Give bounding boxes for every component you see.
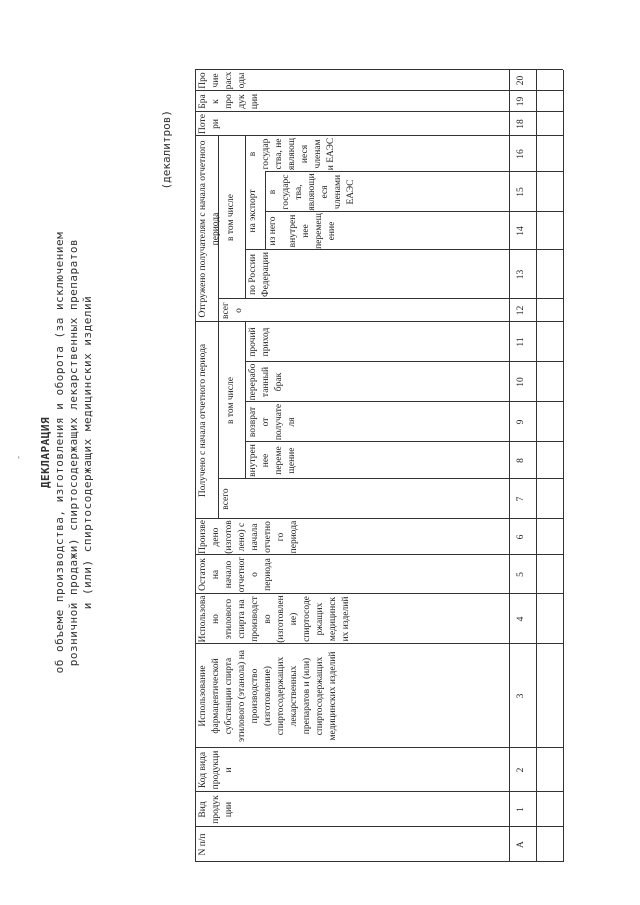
header-reprocessed: переработанный брак: [248, 363, 284, 401]
header-of-which: из него: [268, 216, 278, 246]
header-shipped: Отгружено получателям с начала отчетного периода: [198, 140, 221, 318]
scan-speck: ': [18, 455, 20, 465]
col-number: 10: [516, 377, 526, 387]
col-number: 15: [516, 187, 526, 197]
header-losses: Потери: [198, 114, 221, 134]
col-number: 16: [516, 149, 526, 159]
header-non-eaeu: в государства, не являющиеся членами ЕАЭС: [248, 137, 336, 171]
col-number: 3: [516, 693, 526, 699]
col-number: 8: [516, 458, 526, 463]
header-number: N п/п: [198, 833, 208, 856]
header-internal-move: внутреннее перемещение: [248, 444, 297, 477]
header-shipped-in-that: в том числе: [226, 194, 236, 241]
col-number: 14: [516, 226, 526, 236]
numbers-row-top: [509, 70, 510, 862]
col-number: 11: [516, 337, 526, 347]
header-received: Получено с начала отчетного периода: [198, 343, 208, 498]
header-ethyl-spirit: Использовано этилового спирта на производство (изготовление) спиртосодержащих медицинских изделий: [198, 595, 351, 643]
header-shipped-total: всего: [221, 302, 244, 319]
header-other-expense: Прочие расходы: [198, 71, 247, 90]
header-pharma-substance: Использование фармацевтической субстанции спирта этилового (этанола) на производство (изготовление) спиртосодержащих лекарственных препаратов и (или) спиртосодержащих медицинских изделий: [198, 650, 338, 742]
header-received-total: всего: [221, 488, 231, 510]
header-produced: Произведено (изготовлено) с начала отчетного периода: [198, 520, 299, 554]
title-line-2: об объеме производства, изготовления и оборота (за исключением: [53, 231, 66, 674]
col-number: 5: [516, 572, 526, 577]
header-other-income: прочий приход: [248, 327, 271, 357]
col-number: 2: [516, 767, 526, 773]
title-line-3: розничной продажи) спиртосодержащих лекарственных препаратов: [67, 238, 80, 667]
declaration-title: ДЕКЛАРАЦИЯ: [39, 416, 52, 489]
header-eaeu: в государства, являющиеся членами ЕАЭС: [268, 173, 356, 211]
col-number: 18: [516, 119, 526, 129]
units-label: (декалитров): [160, 110, 173, 190]
numbers-row-bottom: [536, 70, 537, 862]
header-opening-balance: Остаток на начало отчетного периода: [198, 556, 273, 593]
col-number: 4: [516, 616, 526, 622]
col-number: 12: [516, 305, 526, 316]
header-export: на экспорт: [248, 189, 258, 233]
header-product-type: Вид продукции: [198, 795, 234, 824]
header-received-in-that: в том числе: [226, 377, 236, 424]
row-label: А: [516, 841, 526, 848]
col-number: 20: [516, 75, 526, 86]
col-number: 13: [516, 269, 526, 280]
header-return: возврат от получателя: [248, 403, 297, 441]
table-border-bottom: [563, 70, 564, 862]
header-russia: по России Федерации: [248, 252, 271, 297]
col-number: 6: [516, 534, 526, 540]
col-number: 1: [516, 807, 526, 812]
col-number: 7: [516, 496, 526, 502]
title-line-4: и (или) спиртосодержащих медицинских изделий: [81, 295, 94, 610]
header-product-code: Код вида продукции: [198, 750, 234, 790]
declaration-table: [195, 70, 563, 862]
col-number: 19: [516, 96, 526, 107]
header-defects: Брак продукции: [198, 93, 260, 110]
col-number: 9: [516, 419, 526, 425]
header-shipped-internal: внутреннее перемещение: [288, 213, 337, 249]
